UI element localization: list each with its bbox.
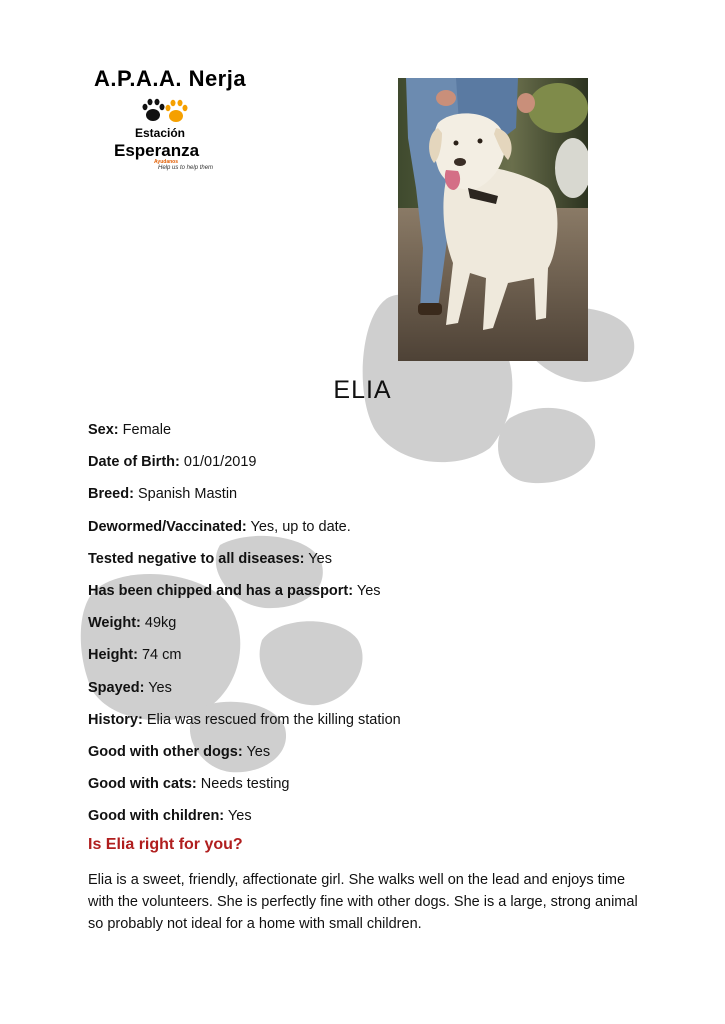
- field-chipped-passport: [88, 581, 401, 613]
- field-value: Yes: [246, 743, 271, 760]
- field-sex: [88, 420, 401, 452]
- field-label: Height:: [88, 647, 138, 664]
- field-height: [88, 645, 401, 677]
- dog-details-list: [88, 420, 401, 838]
- field-value: Yes: [227, 808, 252, 825]
- field-good-with-children: [88, 806, 401, 838]
- field-value: Yes, up to date.: [250, 518, 351, 535]
- dog-description: Elia is a sweet, friendly, affectionate girl. She walks well on the lead and enjoys time with the volunteers. She is perfectly fine with other dogs. She is a large, strong animal so probably not ideal for a home with small children.: [88, 872, 638, 932]
- field-label: Good with children:: [88, 808, 225, 825]
- field-dewormed-vaccinated: [88, 517, 401, 549]
- field-value: 01/01/2019: [183, 454, 257, 471]
- field-value: 74 cm: [141, 647, 182, 664]
- field-label: Date of Birth:: [88, 454, 180, 471]
- logo-name: Esperanza: [114, 141, 200, 160]
- logo-title: A.P.A.A. Nerja: [94, 66, 247, 91]
- field-value: Spanish Mastin: [137, 486, 238, 503]
- field-label: Tested negative to all diseases:: [88, 550, 305, 567]
- logo-small-text: Ayudanos: [154, 159, 178, 165]
- field-value: 49kg: [144, 615, 177, 632]
- field-value: Elia was rescued from the killing station: [146, 711, 401, 728]
- field-value: Needs testing: [200, 776, 290, 793]
- field-label: Weight:: [88, 615, 141, 632]
- field-label: Good with other dogs:: [88, 743, 243, 760]
- section-heading: Is Elia right for you?: [88, 836, 243, 853]
- field-label: Dewormed/Vaccinated:: [88, 518, 247, 535]
- field-value: Yes: [356, 582, 381, 599]
- field-value: Female: [122, 422, 172, 438]
- shelter-logo: [88, 62, 247, 180]
- field-label: Sex:: [88, 422, 119, 438]
- field-good-with-dogs: [88, 742, 401, 774]
- dog-photo: [398, 78, 588, 361]
- field-label: Breed:: [88, 486, 134, 503]
- logo-tagline: Help us to help them: [158, 165, 214, 171]
- paw-print-icon: [140, 96, 190, 126]
- field-breed: [88, 484, 401, 516]
- field-label: Spayed:: [88, 679, 145, 696]
- field-label: Good with cats:: [88, 776, 197, 793]
- logo-station-label: Estación: [135, 126, 186, 140]
- dog-name: ELIA: [333, 376, 392, 404]
- field-value: Yes: [308, 550, 332, 567]
- field-history: [88, 710, 401, 742]
- field-label: History:: [88, 711, 143, 728]
- field-spayed: [88, 678, 401, 710]
- field-label: Has been chipped and has a passport:: [88, 582, 354, 599]
- field-date-of-birth: [88, 452, 401, 484]
- field-weight: [88, 613, 401, 645]
- field-value: Yes: [148, 679, 172, 696]
- field-tested-negative: [88, 549, 401, 581]
- field-good-with-cats: [88, 774, 401, 806]
